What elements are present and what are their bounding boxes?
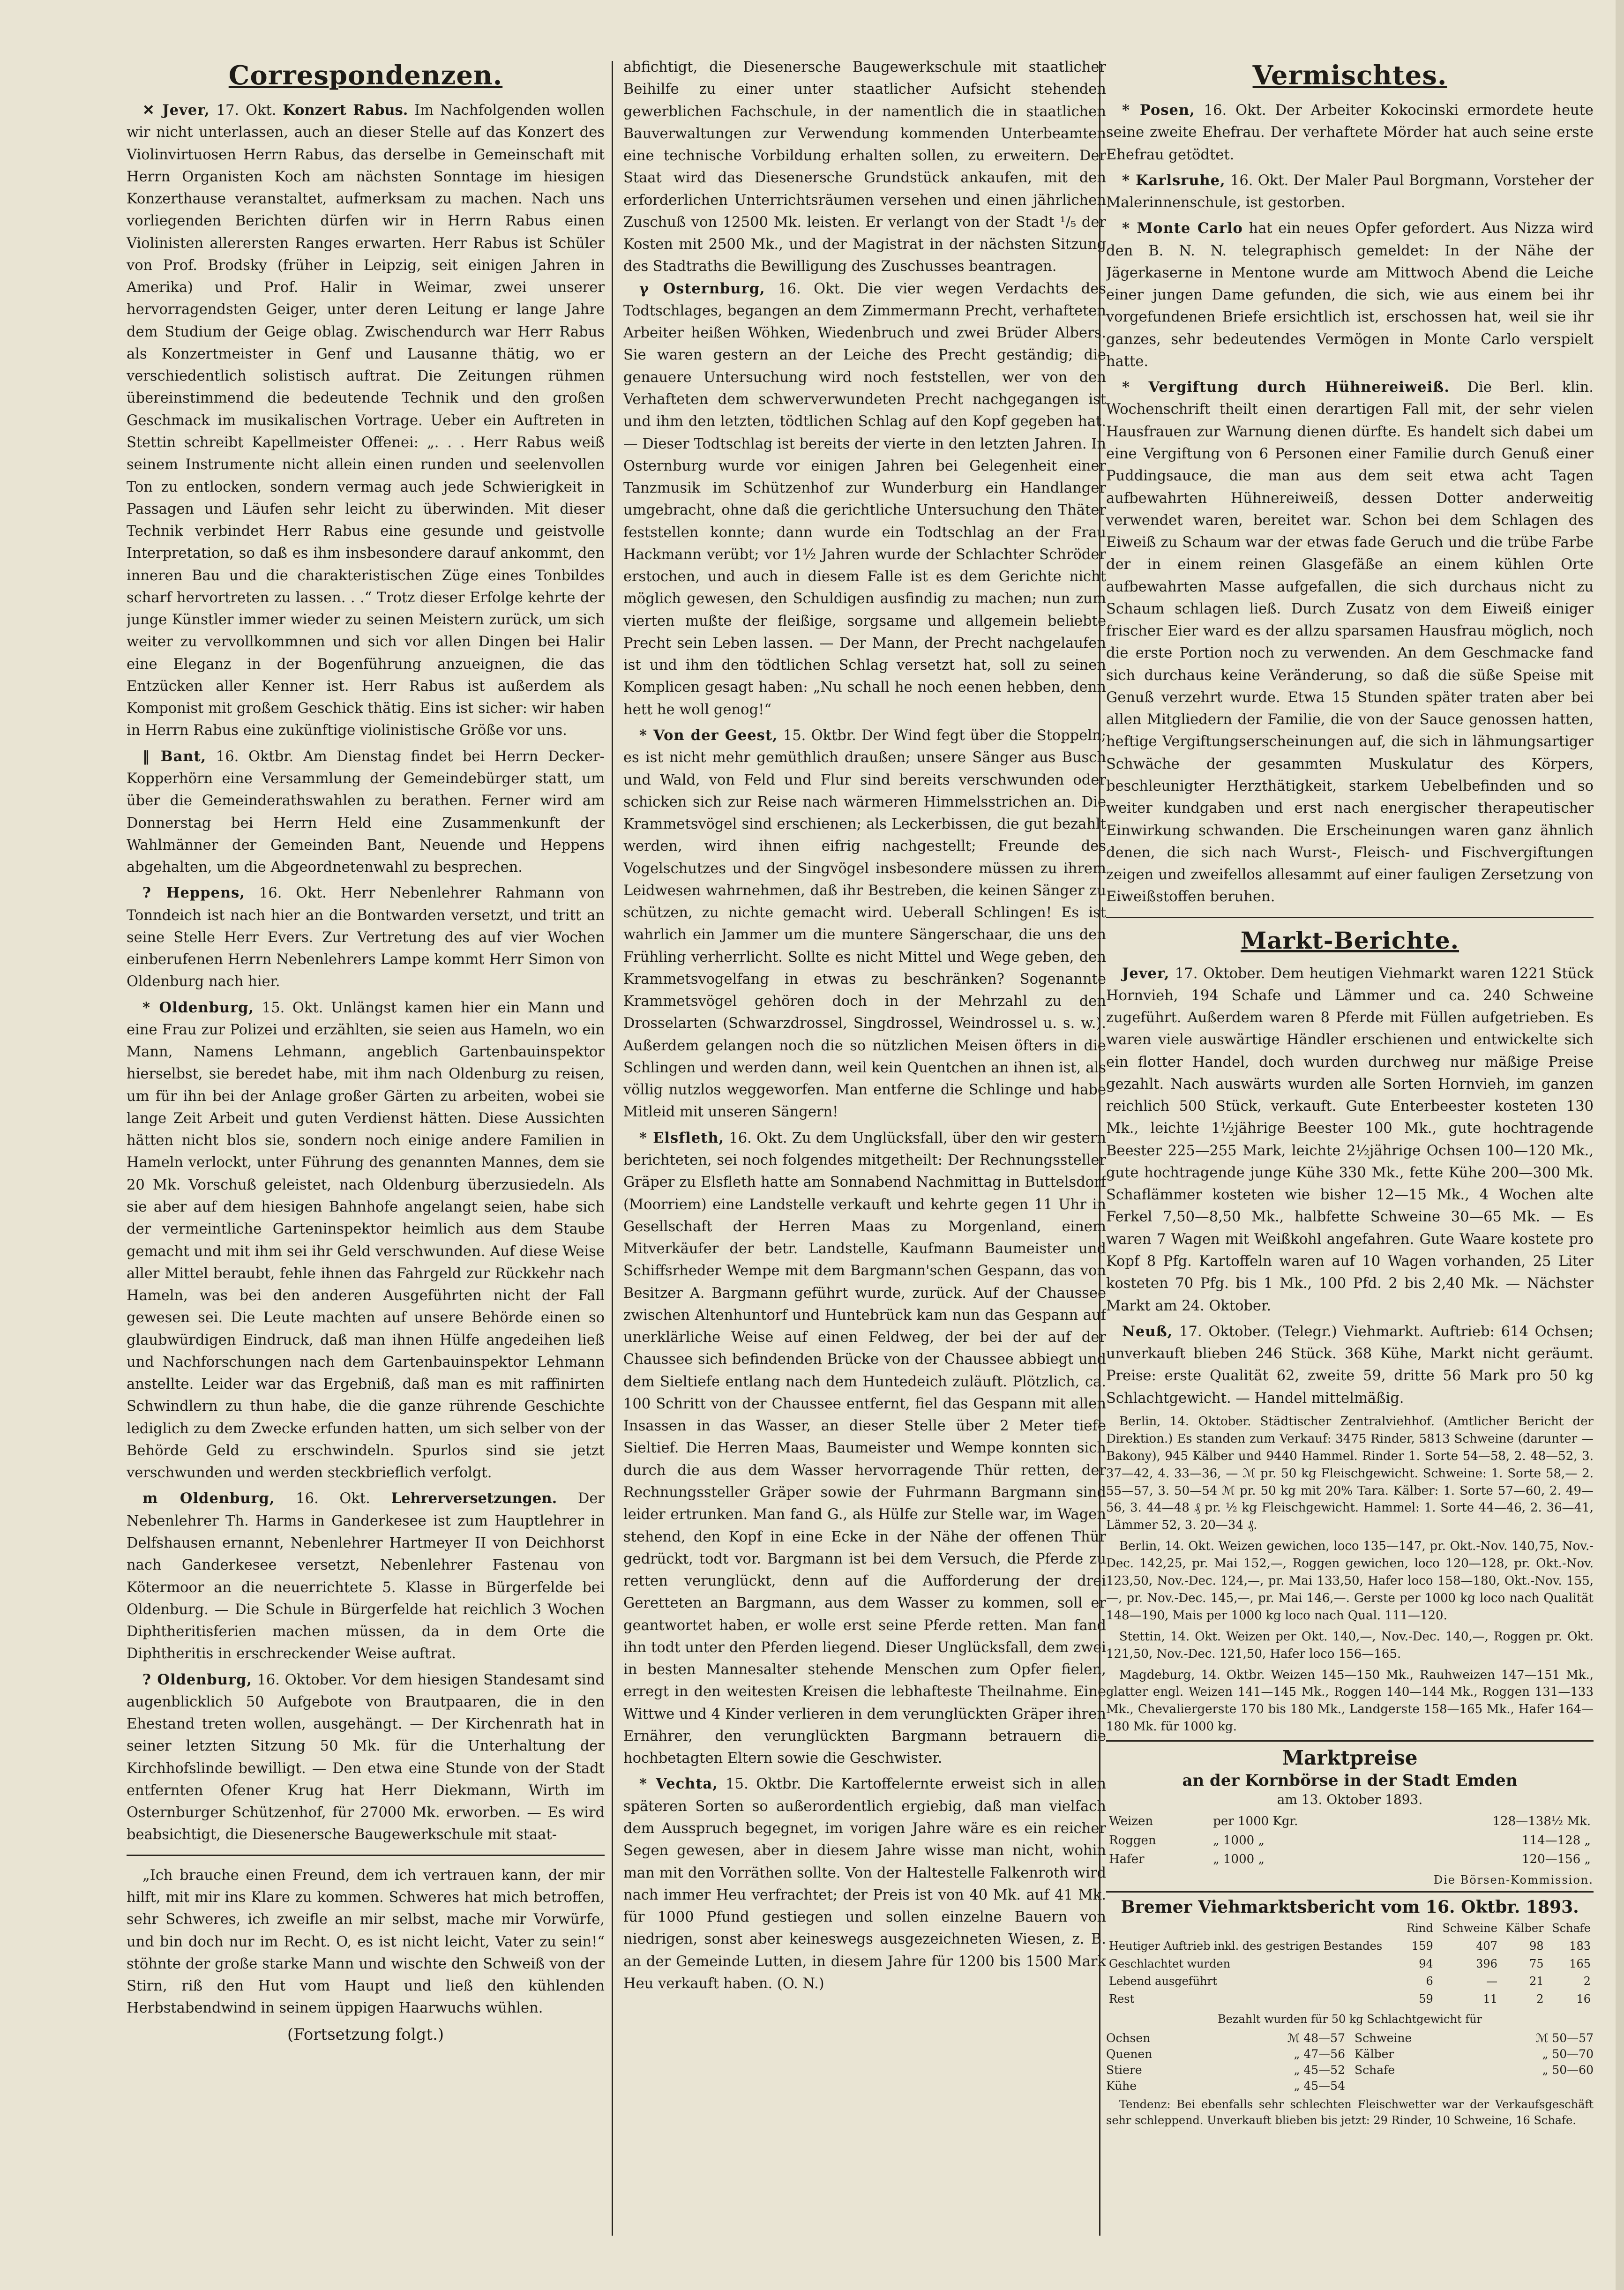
article-text: Am Dienstag findet bei Herrn Decker-Kopperhörn eine Versammlung der Gemeindebürger statt, um über die Gemeinderathswahlen zu berathen. Ferner wird am Donnerstag bei Herrn Held eine Zusammenkunft der Wahlmänner der Gemeinden Bant, Neuende und Heppens abgehalten, um die Abgeordnetenwahl zu besprechen.	[127, 748, 605, 876]
markt-stettin: Stettin, 14. Okt. Weizen per Okt. 140,—, Nov.-Dec. 140,—, Roggen pr. Okt. 121,50, Nov.-Dec. 121,50, Hafer loco 156—165.	[1106, 1629, 1594, 1661]
price-value: „ 50—60	[1542, 2063, 1594, 2077]
article-text: hat ein neues Opfer gefordert. Aus Nizza wird den B. N. N. telegraphisch gemeldet: In der Nähe der Jägerkaserne in Mentone wurde am Mittwoch Abend die Leiche einer jungen Dame gefunden, die sich, wie aus einem bei ihr vorgefundenen Briefe ersichtlich ist, erschossen hat, weil sie ihr ganzes, sehr bedeutendes Vermögen in Monte Carlo verspielt hatte.	[1106, 220, 1594, 370]
table-cell: Rest	[1109, 1992, 1135, 2006]
article-place: * Von der Geest,	[639, 726, 778, 744]
table-cell: 165	[1569, 1957, 1591, 1970]
article-vechta	[623, 1773, 1106, 1995]
table-row	[1106, 1955, 1594, 1973]
table-header: Schweine	[1442, 1922, 1497, 1935]
article-title: Lehrerversetzungen.	[391, 1490, 557, 1507]
table-cell: 2	[1536, 1992, 1544, 2006]
price-value: „ 47—56	[1294, 2047, 1345, 2061]
price-label: Quenen	[1106, 2047, 1153, 2061]
table-cell: Hafer	[1109, 1852, 1145, 1866]
table-row	[1106, 1991, 1594, 2008]
article-place: * Vechta,	[639, 1775, 718, 1793]
markt-text: Viehmarkt. Auftrieb: 614 Ochsen; unverkauft blieben 246 Stück. 368 Kühe, Markt nicht geräumt. Preise: erste Qualität 62, zweite 59, dritte 56 Mark pro 50 kg Schlachtgewicht. — Handel mittelmäßig.	[1106, 1323, 1594, 1407]
article-text: Der Maler Paul Borgmann, Vorsteher der Malerinnenschule, ist gestorben.	[1106, 172, 1594, 211]
article-place: * Oldenburg,	[142, 999, 254, 1016]
article-text: Der Nebenlehrer Th. Harms in Ganderkesee ist zum Hauptlehrer in Delfshausen ernannt, Nebenlehrer Hartmeyer II von Deichhorst nach Ganderkesee versetzt, Nebenlehrer Fastenau von Kötermoor an die neuerrichtete 5. Klasse in Bürgerfelde bei Oldenburg. — Die Schule in Bürgerfelde hat reichlich 3 Wochen Diphtheritisferien machen müssen, da in dem Orte die Diphtheritis in erschreckender Weise auftrat.	[127, 1490, 605, 1662]
table-cell: —	[1486, 1975, 1497, 1988]
price-row	[1106, 2046, 1345, 2062]
markt-berlin-getreide: Berlin, 14. Okt. Weizen gewichen, loco 135—147, pr. Okt.-Nov. 140,75, Nov.-Dec. 142,25, pr. Mai 152,—, Roggen gewichen, loco 120—128, pr. Okt.-Nov. 123,50, Nov.-Dec. 124,—, pr. Mai 133,50, Hafer loco 158—180, Okt.-Nov. 155,—, pr. Nov.-Dec. 145,—, pr. Mai 146,—. Gerste per 1000 kg loco nach Qualität 148—190, Mais per 1000 kg loco nach Qual. 111—120.	[1106, 1539, 1594, 1623]
article-posen	[1106, 99, 1594, 166]
article-monte-carlo	[1106, 217, 1594, 373]
table-cell: 21	[1529, 1975, 1544, 1988]
price-row	[1106, 2078, 1345, 2094]
preise-divider	[1106, 1740, 1594, 1742]
bremen-prices	[1106, 2030, 1594, 2094]
fortsetzung-note: (Fortsetzung folgt.)	[287, 2025, 444, 2044]
article-text: Die vier wegen Verdachts des Todtschlages, begangen an dem Zimmermann Precht, verhafteten Arbeiter heißen Wöhken, Wiedenbruch und zwei Brüder Albers. Sie waren gestern an der Leiche des Precht geständig; die genauere Untersuchung wird noch feststellen, wer von den Verhafteten dem schwerverwundeten Precht nachgegangen ist und ihm den letzten, tödtlichen Schlag auf den Kopf gegeben hat. — Dieser Todtschlag ist bereits der vierte in den letzten Jahren. In Osternburg wurde vor einigen Jahren bei Gelegenheit einer Tanzmusik im Schützenhof zur Wunderburg ein Handlanger umgebracht, ohne daß die gerichtliche Untersuchung den Thäter feststellen konnte; dann wurde ein Todtschlag an der Frau Hackmann verübt; vor 1½ Jahren wurde der Schlachter Schröder erstochen, und auch in diesem Falle ist es dem Gerichte nicht möglich gewesen, den Schuldigen ausfindig zu machen; nun zum vierten mußte der fleißige, sorgsame und allgemein beliebte Precht sein Leben lassen. — Der Mann, der Precht nachgelaufen ist und ihm den tödtlichen Schlag versetzt hat, soll zu seinen Komplicen gesagt haben: „Nu schall he noch eenen hebben, denn hett he woll genog!“	[623, 280, 1106, 718]
table-cell: 59	[1419, 1992, 1433, 2006]
price-label: Stiere	[1106, 2063, 1142, 2077]
table-cell: 11	[1483, 1992, 1497, 2006]
bremen-divider	[1106, 1891, 1594, 1893]
bremen-title: Bremer Viehmarktsbericht vom 16. Oktbr. 1893.	[1121, 1897, 1579, 1917]
boersen-kommission: Die Börsen-Kommission.	[1433, 1873, 1594, 1887]
article-text: Herr Nebenlehrer Rahmann von Tonndeich ist nach hier an die Bontwarden versetzt, und tritt an seine Stelle Herr Evers. Zur Vertretung des auf vier Wochen einberufenen Herrn Nebenlehrers Lampe kommt Herr Simon von Oldenburg nach hier.	[127, 885, 605, 990]
article-text: Die Berl. klin. Wochenschrift theilt einen derartigen Fall mit, der sehr vielen Hausfrauen zur Warnung dienen dürfte. Es handelt sich dabei um eine Vergiftung von 6 Personen einer Familie durch Genuß einer Puddingsauce, die man aus dem seit etwa acht Tagen aufbewahrten Hühnereiweiß, dessen Dotter anderweitig verwendet waren, bereitet war. Schon bei dem Schlagen des Eiweiß zu Schaum war der etwas fade Geruch und die trübe Farbe der in einem reinen Glasgefäße an einem kühlen Orte aufbewahrten Masse aufgefallen, die sich durchaus nicht zu Schaum schlagen ließ. Durch Zusatz von dem Eiweiß einiger frischer Eier ward es der allzu sparsamen Hausfrau möglich, noch die erste Portion noch zu verwenden. An dem Geschmacke fand sich durchaus keine Veränderung, so daß die süße Speise mit Genuß verzehrt wurde. Etwa 15 Stunden später traten aber bei allen Mitgliedern der Familie, die von der Sauce genossen hatten, heftige Vergiftungserscheinungen auf, die sich in lähmungsartiger Schwäche der gesammten Muskulatur des Körpers, beschleunigter Herzthätigkeit, starkem Uebelbefinden und so weiter kundgaben und erst nach energischer therapeutischer Einwirkung schwanden. Die Erscheinungen waren ganz ähnlich denen, die sich nach Wurst-, Fleisch- und Fischvergiftungen zeigen und zweifellos allesammt auf einer fauligen Zersetzung von Eiweißstoffen beruhen.	[1106, 379, 1594, 906]
article-place: ‖ Bant,	[142, 748, 207, 765]
table-cell: 128—138½ Mk.	[1492, 1814, 1591, 1829]
feuilleton-divider	[127, 1855, 605, 1856]
table-cell: Heutiger Auftrieb inkl. des gestrigen Bestandes	[1109, 1939, 1383, 1953]
bremen-prices-left	[1106, 2030, 1345, 2094]
article-date: 15. Oktbr.	[783, 727, 856, 744]
article-vergiftung	[1106, 376, 1594, 908]
markt-neuss	[1106, 1321, 1594, 1409]
article-oldenburg-3	[127, 1669, 605, 1846]
article-date: 17. Okt.	[216, 102, 277, 119]
article-heppens	[127, 882, 605, 993]
table-header: Kälber	[1505, 1922, 1544, 1935]
price-value: „ 50—70	[1542, 2047, 1594, 2061]
price-label: Kälber	[1355, 2047, 1394, 2061]
article-place: * Karlsruhe,	[1122, 172, 1226, 189]
article-place: ✕ Jever,	[142, 102, 210, 119]
price-label: Ochsen	[1106, 2031, 1151, 2045]
column-middle	[623, 56, 1106, 2236]
price-row	[1106, 2030, 1345, 2046]
markt-place: Jever,	[1122, 965, 1170, 982]
table-cell: 159	[1411, 1939, 1433, 1953]
marktpreise-title: Marktpreise	[1282, 1746, 1418, 1770]
article-text: Im Nachfolgenden wollen wir nicht unterlassen, auch an dieser Stelle auf das Konzert des Violinvirtuosen Herrn Rabus, das derselbe in Gemeinschaft mit Herrn Organisten Koch am nächsten Sonntage im hiesigen Konzerthause veranstaltet, aufmerksam zu machen. Nach uns vorliegenden Berichten dürfen wir in Herrn Rabus einen Violinisten allerersten Ranges erwarten. Herr Rabus ist Schüler von Prof. Brodsky (früher in Leipzig, seit einigen Jahren in Amerika) und Prof. Halir in Weimar, zwei unserer hervorragendsten Geiger, unter deren Leitung er lange Jahre dem Studium der Geige oblag. Zwischendurch war Herr Rabus als Konzertmeister in Genf und Lausanne thätig, wo er verschiedentlich solistisch auftrat. Die Zeitungen rühmen übereinstimmend die bedeutende Technik und den großen Geschmack im musikalischen Vortrage. Ueber ein Auftreten in Stettin schreibt Kapellmeister Offenei: „. . . Herr Rabus weiß seinem Instrumente nicht allein einen runden und seelenvollen Ton zu entlocken, sondern vermag auch jede Schwierigkeit in Passagen und Läufen sehr leicht zu überwinden. Mit dieser Technik verbindet Herr Rabus eine gesunde und geistvolle Interpretation, so daß es ihm insbesondere darauf ankommt, den inneren Bau und die charakteristischen Züge eines Tonbildes scharf hervortreten zu lassen. . .“ Trotz dieser Erfolge kehrte der junge Künstler immer wieder zu seinen Meistern zurück, um sich weiter zu vervollkommnen und sich vor allen Dingen bei Halir eine Eleganz in der Bogenführung anzueignen, die das Entzücken aller Kenner ist. Herr Rabus ist außerdem als Komponist mit großem Geschick thätig. Eins ist sicher: wir haben in Herrn Rabus eine zukünftige violinistische Größe vor uns.	[127, 102, 605, 739]
article-bant	[127, 746, 605, 879]
article-title: Konzert Rabus.	[283, 102, 408, 119]
table-cell: „ 1000 „	[1213, 1852, 1265, 1866]
article-place: * Vergiftung durch Hühnereiweiß.	[1122, 379, 1450, 396]
table-header: Rind	[1407, 1922, 1433, 1935]
table-row	[1106, 1812, 1594, 1831]
article-place: * Monte Carlo	[1122, 220, 1243, 237]
table-cell: 114—128 „	[1522, 1833, 1591, 1848]
markt-date: 17. Oktober.	[1175, 965, 1265, 982]
price-label: Schweine	[1355, 2031, 1412, 2045]
price-value: „ 45—54	[1294, 2079, 1345, 2093]
price-row	[1355, 2046, 1594, 2062]
marktpreise-table	[1106, 1812, 1594, 1869]
marktpreise-date: am 13. Oktober 1893.	[1277, 1792, 1423, 1808]
markt-magdeburg: Magdeburg, 14. Oktbr. Weizen 145—150 Mk., Rauhweizen 147—151 Mk., glatter engl. Weizen 141—145 Mk., Roggen 140—144 Mk., Roggen 131—133 Mk., Chevaliergerste 170 bis 180 Mk., Landgerste 158—165 Mk., Hafer 164—180 Mk. für 1000 kg.	[1106, 1668, 1594, 1734]
table-header	[1106, 1920, 1402, 1938]
feuilleton-text: „Ich brauche einen Freund, dem ich vertrauen kann, der mir hilft, mit mir ins Klare zu kommen. Schweres hat mich betroffen, sehr Schweres, ich zweifle an mir selbst, mache mir Vorwürfe, und bin doch nur im Recht. O, es ist nicht leicht, Vater zu sein!“ stöhnte der große starke Mann und wischte den Schweiß von der Stirn, riß den Hut vom Haupt und ließ den kühlenden Herbstabendwind in seinem üppigen Haarwuchs wühlen.	[127, 1867, 605, 2017]
article-date: 16. Okt.	[1230, 172, 1289, 189]
price-row	[1355, 2062, 1594, 2078]
article-place: γ Osternburg,	[639, 280, 765, 297]
table-cell: 396	[1476, 1957, 1497, 1970]
price-label: Schafe	[1355, 2063, 1395, 2077]
column-vermischtes	[1106, 56, 1594, 2236]
table-cell: 75	[1529, 1957, 1544, 1970]
table-row	[1106, 1831, 1594, 1850]
article-text: Vor dem hiesigen Standesamt sind augenblicklich 50 Aufgebote von Brautpaaren, die in den Ehestand treten wollen, ausgehängt. — Der Kirchenrath hat in seiner letzten Sitzung 50 Mk. für die Unterhaltung der Kirchhofslinde bewilligt. — Den etwa eine Stunde von der Stadt entfernten Ofener Krug hat Herr Diekmann, Wirth im Osternburger Schützenhof, für 27000 Mk. erworben. — Es wird beabsichtigt, die Diesenersche Baugewerkschule mit staat-	[127, 1671, 605, 1843]
article-date: 16. Okt.	[296, 1490, 370, 1507]
price-row	[1106, 2062, 1345, 2078]
table-cell: Weizen	[1109, 1814, 1153, 1829]
article-date: 15. Okt.	[262, 999, 323, 1016]
column-correspondenzen	[127, 56, 605, 2236]
article-place: ? Heppens,	[142, 884, 245, 902]
section-header-correspondenzen: Correspondenzen.	[228, 60, 503, 91]
marktpreise-subtitle: an der Kornbörse in der Stadt Emden	[1182, 1771, 1518, 1790]
table-cell: 407	[1476, 1939, 1497, 1953]
article-jever	[127, 99, 605, 742]
table-cell: Roggen	[1109, 1833, 1156, 1848]
markt-date: 17. Oktober. (Telegr.)	[1179, 1323, 1337, 1340]
table-cell: „ 1000 „	[1213, 1833, 1265, 1848]
price-value: „ 45—52	[1294, 2063, 1345, 2077]
markt-place: Neuß,	[1122, 1323, 1173, 1340]
article-date: 16. Okt.	[778, 280, 845, 297]
bremen-table	[1106, 1920, 1594, 2008]
table-header-row	[1106, 1920, 1594, 1938]
article-date: 16. Oktbr.	[216, 748, 294, 765]
markt-divider	[1106, 917, 1594, 918]
article-text: Die Kartoffelernte erweist sich in allen späteren Sorten so außerordentlich ergiebig, daß man vielfach dem Ausspruch begegnet, im vorigen Jahre wäre es ein reicher Segen gewesen, aber in diesem Jahre wisse man nicht, wohin man mit den Vorräthen sollte. Von der Haltestelle Falkenroth wird nach immer Heu verfrachtet; der Preis ist von 40 Mk. auf 41 Mk. für 1000 Pfund gestiegen und sollen einzelne Bauern von niedrigen, sonst aber keineswegs ausgezeichneten Wiesen, z. B. an der Gemeinde Lutten, in diesem Jahre für 1200 bis 1500 Mark Heu verkauft haben. (O. N.)	[623, 1776, 1106, 1992]
markt-jever	[1106, 963, 1594, 1317]
table-cell: 94	[1419, 1957, 1433, 1970]
bremen-prices-title: Bezahlt wurden für 50 kg Schlachtgewicht für	[1217, 2013, 1482, 2026]
table-cell: 98	[1529, 1939, 1544, 1953]
table-row	[1106, 1973, 1594, 1991]
article-oldenburg-1	[127, 997, 605, 1484]
article-von-der-geest	[623, 725, 1106, 1123]
page-edge	[1616, 0, 1624, 2290]
table-cell: 6	[1426, 1975, 1433, 1988]
markt-berlin-vieh: Berlin, 14. Oktober. Städtischer Zentralviehhof. (Amtlicher Bericht der Direktion.) Es standen zum Verkauf: 3475 Rinder, 5813 Schweine (darunter — Bakony), 945 Kälber und 9440 Hammel. Rinder 1. Sorte 54—58, 2. 48—52, 3. 37—42, 4. 33—36, — ℳ pr. 50 kg Fleischgewicht. Schweine: 1. Sorte 58,— 2. 55—57, 3. 50—54 ℳ pr. 50 kg mit 20% Tara. Kälber: 1. Sorte 57—60, 2. 49—56, 3. 44—48 ₰ pr. ½ kg Fleischgewicht. Hammel: 1. Sorte 44—46, 2. 36—41, Lämmer 52, 3. 20—34 ₰.	[1106, 1414, 1594, 1533]
price-value: ℳ 48—57	[1287, 2031, 1345, 2045]
article-place: * Elsfleth,	[639, 1129, 725, 1146]
table-cell: 16	[1576, 1992, 1591, 2006]
table-row	[1106, 1938, 1594, 1955]
article-date: 16. Okt.	[729, 1130, 787, 1146]
article-elsfleth	[623, 1127, 1106, 1770]
bremen-prices-right	[1355, 2030, 1594, 2094]
table-cell: 120—156 „	[1522, 1852, 1591, 1866]
article-date: 16. Oktober.	[257, 1671, 347, 1688]
article-date: 16. Okt.	[1204, 102, 1266, 119]
article-oldenburg-2	[127, 1488, 605, 1665]
bremen-tendenz: Tendenz: Bei ebenfalls sehr schlechten Fleischwetter war der Verkaufsgeschäft sehr schleppend. Unverkauft blieben bis jetzt: 29 Rinder, 10 Schweine, 16 Schafe.	[1106, 2098, 1594, 2127]
table-cell: per 1000 Kgr.	[1213, 1814, 1298, 1829]
article-text: Zu dem Unglücksfall, über den wir gestern berichteten, sei noch folgendes mitgetheilt: Der Rechnungssteller Gräper zu Elsfleth hatte am Sonnabend Nachmittag in Buttelsdorf (Moorriem) eine Landstelle verkauft und kehrte gegen 11 Uhr in Gesellschaft der Herren Maas zu Morgenland, einem Mitverkäufer der betr. Landstelle, Kaufmann Baumeister und Schiffsrheder Wempe mit dem Bargmann'schen Gespann, das von Besitzer A. Bargmann geführt wurde, zurück. Auf der Chaussee zwischen Altenhuntorf und Huntebrück kam nun das Gespann auf unerklärliche Weise auf einen Feldweg, der bei der auf der Chaussee sich befindenden Brücke von der Chaussee abbiegt und dem Sieltiefe entlang nach dem Huntedeich zuläuft. Plötzlich, ca. 100 Schritt von der Chaussee entfernt, fiel das Gespann mit allen Insassen in das Wasser, an dieser Stelle über 2 Meter tiefe Sieltief. Die Herren Maas, Baumeister und Wempe konnten sich durch die aus dem Wasser hervorragende Thür retten, der Rechnungssteller Gräper sowie der Fuhrmann Bargmann sind leider ertrunken. Man fand G., als Hülfe zur Stelle war, im Wagen stehend, den Kopf in eine Ecke in der Nähe der offenen Thür gedrückt, todt vor. Bargmann ist bei dem Versuch, die Pferde zu retten verunglückt, denn auf die Aufforderung der drei Geretteten an Bargmann, aus dem Wasser zu kommen, soll er geantwortet haben, er wolle erst seine Pferde retten. Man fand ihn todt unter den Pferden liegend. Dieser Unglücksfall, dem zwei in besten Mannesalter stehende Menschen zum Opfer fielen, erregt in den weitesten Kreisen die lebhafteste Theilnahme. Eine Wittwe und 4 Kinder verlieren in dem verunglückten Gräper ihren Ernährer, den verunglückten Bargmann betrauern die hochbetagten Eltern sowie die Geschwister.	[623, 1130, 1106, 1767]
article-text: Der Arbeiter Kokocinski ermordete heute seine zweite Ehefrau. Der verhaftete Mörder hat auch seine erste Ehefrau getödtet.	[1106, 102, 1594, 163]
article-osternburg	[623, 278, 1106, 721]
table-cell: 2	[1583, 1975, 1591, 1988]
article-place: m Oldenburg,	[142, 1490, 275, 1507]
column-rule-left	[612, 61, 613, 2236]
article-text: Unlängst kamen hier ein Mann und eine Frau zur Polizei und erzählten, sie seien aus Hameln, wo ein Mann, Namens Lehmann, angeblich Gartenbauinspektor hierselbst, sie beredet habe, mit ihm nach Oldenburg zu reisen, um für ihn bei der Anlage großer Gärten zu arbeiten, wobei sie lange Zeit Arbeit und guten Verdienst hätten. Diese Aussichten hätten nicht blos sie, sondern noch einige andere Familien in Hameln verlockt, unter Führung des genannten Mannes, dem sie 20 Mk. Vorschuß geleistet, nach Oldenburg überzusiedeln. Als sie aber auf dem hiesigen Bahnhofe angelangt seien, habe sich der vermeintliche Garteninspektor heimlich aus dem Staube gemacht und mit ihm sei ihr Geld verschwunden. Auf diese Weise aller Mittel beraubt, fehle ihnen das Fahrgeld zur Rückkehr nach Hameln, was bei den anderen Ausgeführten nicht der Fall gewesen sei. Die Leute machten auf unsere Behörde einen so glaubwürdigen Eindruck, daß man ihnen Hülfe angedeihen ließ und Nachforschungen nach dem Gartenbauinspektor Lehmann anstellte. Leider war das Ergebniß, daß man es mit raffinirten Schwindlern zu thun habe, die die ganze rührende Geschichte lediglich zu dem Zwecke erfunden hatten, um sich selber von der Behörde Geld zu erschwindeln. Spurlos sind sie jetzt verschwunden und werden steckbrieflich verfolgt.	[127, 999, 605, 1482]
price-row	[1355, 2030, 1594, 2046]
section-header-markt-berichte: Markt-Berichte.	[1240, 926, 1459, 954]
article-place: * Posen,	[1122, 102, 1195, 119]
table-cell: Lebend ausgeführt	[1109, 1975, 1217, 1988]
article-date: 15. Oktbr.	[726, 1776, 801, 1793]
table-cell: 183	[1569, 1939, 1591, 1953]
article-karlsruhe	[1106, 170, 1594, 214]
table-row	[1106, 1850, 1594, 1869]
price-value: ℳ 50—57	[1535, 2031, 1594, 2045]
article-place: ? Oldenburg,	[142, 1671, 252, 1688]
article-date: 16. Okt.	[259, 885, 327, 902]
article-oldenburg-continued: abfichtigt, die Diesenersche Baugewerkschule mit staatlicher Beihilfe zu einer unter staatlicher Aufsicht stehenden gewerblichen Fachschule, in der namentlich die in staatlichen Bauverwaltungen zur Verwendung kommenden Unterbeamten eine technische Vorbildung erhalten sollen, zu erweitern. Der Staat wird das Diesenersche Grundstück ankaufen, mit den erforderlichen Unterrichtsräumen versehen und einen jährlichen Zuschuß von 12500 Mk. leisten. Er verlangt von der Stadt ¹/₅ der Kosten mit 2500 Mk., und der Magistrat in der nächsten Sitzung des Stadtraths die Bewilligung des Zuschusses beantragen.	[623, 59, 1106, 275]
table-cell: Geschlachtet wurden	[1109, 1957, 1231, 1970]
section-header-vermischtes: Vermischtes.	[1252, 60, 1447, 91]
price-label: Kühe	[1106, 2079, 1137, 2093]
markt-text: Dem heutigen Viehmarkt waren 1221 Stück Hornvieh, 194 Schafe und Lämmer und ca. 240 Schweine zugeführt. Außerdem waren 8 Pferde mit Füllen aufgetrieben. Es waren viele auswärtige Händler erschienen und entwickelte sich ein flotter Handel, doch wurden durchweg nur mäßige Preise gezahlt. Nach auswärts wurden alle Sorten Hornvieh, im ganzen reichlich 500 Stück, verkauft. Gute Enterbeester kosteten 130 Mk., leichte 1½jährige Beester 100 Mk., gute hochtragende Beester 225—255 Mark, leichte 2½jährige Ochsen 100—120 Mk., gute hochtragende junge Kühe 330 Mk., fette Kühe 200—300 Mk. Schaflämmer kosteten wie bisher 12—15 Mk., 4 Wochen alte Ferkel 7,50—8,50 Mk., halbfette Schweine 30—65 Mk. — Es waren 7 Wagen mit Weißkohl angefahren. Gute Waare kostete pro Kopf 8 Pfg. Kartoffeln waren auf 10 Wagen vorhanden, 25 Liter kosteten 70 Pfg. bis 1 Mk., 100 Pfd. 2 bis 2,40 Mk. — Nächster Markt am 24. Oktober.	[1106, 965, 1594, 1314]
article-text: Der Wind fegt über die Stoppeln; es ist nicht mehr gemüthlich draußen; unsere Sänger aus Busch und Wald, von Feld und Flur sind bereits verschwunden oder schicken sich zur Reise nach wärmeren Himmelsstrichen an. Die Krammetsvögel sind erschienen; als Leckerbissen, die gut bezahlt werden, wird ihnen eifrig nachgestellt; Freunde des Vogelschutzes und der Singvögel insbesondere müssen zu ihrem Leidwesen wahrnehmen, daß ihr Bestreben, die keinen Sänger zu schützen, zu nichte gemacht wird. Ueberall Schlingen! Es ist wahrlich ein Jammer um die muntere Sängerschaar, die uns den Frühling verherrlicht. Sollte es nicht Mittel und Wege geben, den Krammetsvogelfang in etwas zu beschränken? Sogenannte Krammetsvögel gehören doch in der Mehrzahl zu den Drosselarten (Schwarzdrossel, Singdrossel, Weindrossel u. s. w.). Außerdem gelangen noch die so nützlichen Meisen öfters in die Schlingen und werden dann, weil kein Quentchen an ihnen ist, als völlig nutzlos weggeworfen. Man entferne die Schlinge und habe Mitleid mit unseren Sängern!	[623, 727, 1106, 1121]
table-header: Schafe	[1552, 1922, 1591, 1935]
